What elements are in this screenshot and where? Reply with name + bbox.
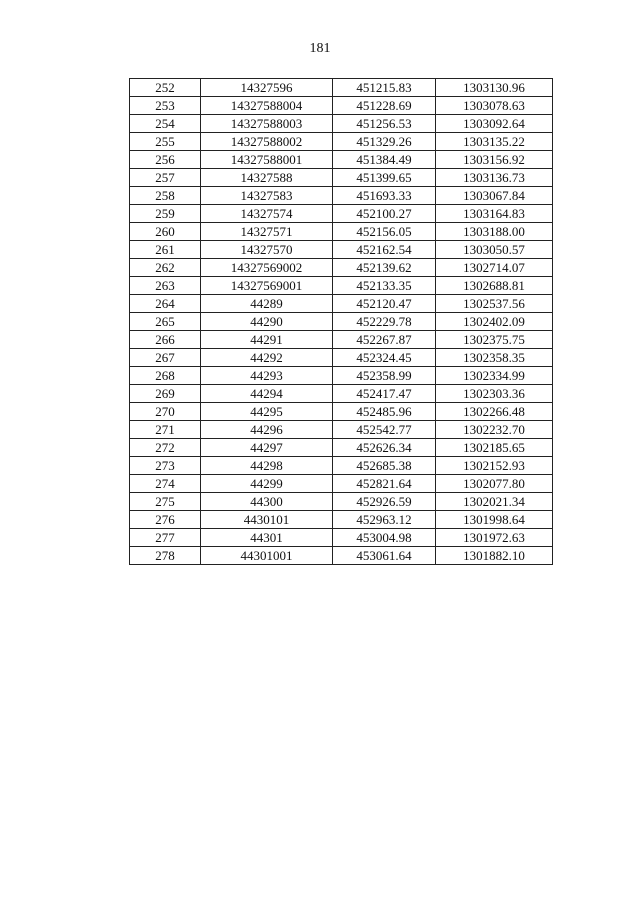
y-coordinate-cell: 1302358.35 bbox=[436, 349, 553, 367]
table-row bbox=[130, 151, 553, 169]
x-coordinate-cell: 452626.34 bbox=[333, 439, 436, 457]
point-number-cell: 265 bbox=[130, 313, 201, 331]
table-row bbox=[130, 385, 553, 403]
point-id-cell: 14327588001 bbox=[201, 151, 333, 169]
point-number-cell: 277 bbox=[130, 529, 201, 547]
y-coordinate-cell: 1302232.70 bbox=[436, 421, 553, 439]
table-row bbox=[130, 97, 553, 115]
table-row bbox=[130, 313, 553, 331]
y-coordinate-cell: 1301972.63 bbox=[436, 529, 553, 547]
point-number-cell: 272 bbox=[130, 439, 201, 457]
point-id-cell: 44299 bbox=[201, 475, 333, 493]
point-number-cell: 252 bbox=[130, 79, 201, 97]
table-row bbox=[130, 187, 553, 205]
table-row bbox=[130, 277, 553, 295]
point-id-cell: 44290 bbox=[201, 313, 333, 331]
y-coordinate-cell: 1303130.96 bbox=[436, 79, 553, 97]
point-id-cell: 44289 bbox=[201, 295, 333, 313]
point-id-cell: 44294 bbox=[201, 385, 333, 403]
point-number-cell: 255 bbox=[130, 133, 201, 151]
point-number-cell: 269 bbox=[130, 385, 201, 403]
x-coordinate-cell: 451384.49 bbox=[333, 151, 436, 169]
point-number-cell: 276 bbox=[130, 511, 201, 529]
x-coordinate-cell: 452139.62 bbox=[333, 259, 436, 277]
point-number-cell: 266 bbox=[130, 331, 201, 349]
x-coordinate-cell: 452963.12 bbox=[333, 511, 436, 529]
table-row bbox=[130, 511, 553, 529]
point-number-cell: 256 bbox=[130, 151, 201, 169]
coordinates-table-body bbox=[130, 79, 553, 565]
x-coordinate-cell: 453061.64 bbox=[333, 547, 436, 565]
y-coordinate-cell: 1302077.80 bbox=[436, 475, 553, 493]
table-row bbox=[130, 403, 553, 421]
point-number-cell: 270 bbox=[130, 403, 201, 421]
point-id-cell: 44298 bbox=[201, 457, 333, 475]
point-id-cell: 44297 bbox=[201, 439, 333, 457]
point-number-cell: 260 bbox=[130, 223, 201, 241]
y-coordinate-cell: 1302021.34 bbox=[436, 493, 553, 511]
point-id-cell: 44291 bbox=[201, 331, 333, 349]
x-coordinate-cell: 452324.45 bbox=[333, 349, 436, 367]
x-coordinate-cell: 452358.99 bbox=[333, 367, 436, 385]
point-number-cell: 264 bbox=[130, 295, 201, 313]
point-number-cell: 254 bbox=[130, 115, 201, 133]
point-id-cell: 14327569001 bbox=[201, 277, 333, 295]
y-coordinate-cell: 1302375.75 bbox=[436, 331, 553, 349]
point-number-cell: 258 bbox=[130, 187, 201, 205]
y-coordinate-cell: 1303092.64 bbox=[436, 115, 553, 133]
x-coordinate-cell: 452267.87 bbox=[333, 331, 436, 349]
table-row bbox=[130, 421, 553, 439]
y-coordinate-cell: 1303136.73 bbox=[436, 169, 553, 187]
table-row bbox=[130, 493, 553, 511]
table-row bbox=[130, 133, 553, 151]
point-id-cell: 14327569002 bbox=[201, 259, 333, 277]
x-coordinate-cell: 452120.47 bbox=[333, 295, 436, 313]
point-id-cell: 44295 bbox=[201, 403, 333, 421]
point-number-cell: 263 bbox=[130, 277, 201, 295]
point-number-cell: 268 bbox=[130, 367, 201, 385]
table-row bbox=[130, 259, 553, 277]
point-number-cell: 261 bbox=[130, 241, 201, 259]
page-number: 181 bbox=[309, 41, 331, 56]
y-coordinate-cell: 1301998.64 bbox=[436, 511, 553, 529]
table-row bbox=[130, 475, 553, 493]
y-coordinate-cell: 1302303.36 bbox=[436, 385, 553, 403]
point-number-cell: 274 bbox=[130, 475, 201, 493]
point-id-cell: 14327583 bbox=[201, 187, 333, 205]
x-coordinate-cell: 451228.69 bbox=[333, 97, 436, 115]
table-row bbox=[130, 529, 553, 547]
x-coordinate-cell: 452417.47 bbox=[333, 385, 436, 403]
x-coordinate-cell: 452156.05 bbox=[333, 223, 436, 241]
table-row bbox=[130, 223, 553, 241]
point-number-cell: 275 bbox=[130, 493, 201, 511]
table-row bbox=[130, 457, 553, 475]
x-coordinate-cell: 452133.35 bbox=[333, 277, 436, 295]
point-id-cell: 4430101 bbox=[201, 511, 333, 529]
y-coordinate-cell: 1303164.83 bbox=[436, 205, 553, 223]
point-number-cell: 271 bbox=[130, 421, 201, 439]
point-id-cell: 14327588003 bbox=[201, 115, 333, 133]
point-number-cell: 262 bbox=[130, 259, 201, 277]
y-coordinate-cell: 1302537.56 bbox=[436, 295, 553, 313]
y-coordinate-cell: 1303156.92 bbox=[436, 151, 553, 169]
y-coordinate-cell: 1302152.93 bbox=[436, 457, 553, 475]
point-id-cell: 44300 bbox=[201, 493, 333, 511]
y-coordinate-cell: 1302688.81 bbox=[436, 277, 553, 295]
table-row bbox=[130, 79, 553, 97]
table-row bbox=[130, 295, 553, 313]
x-coordinate-cell: 452821.64 bbox=[333, 475, 436, 493]
point-number-cell: 267 bbox=[130, 349, 201, 367]
table-row bbox=[130, 547, 553, 565]
x-coordinate-cell: 452229.78 bbox=[333, 313, 436, 331]
table-row bbox=[130, 169, 553, 187]
point-number-cell: 259 bbox=[130, 205, 201, 223]
x-coordinate-cell: 452485.96 bbox=[333, 403, 436, 421]
point-id-cell: 14327574 bbox=[201, 205, 333, 223]
point-id-cell: 14327588004 bbox=[201, 97, 333, 115]
y-coordinate-cell: 1302266.48 bbox=[436, 403, 553, 421]
point-number-cell: 253 bbox=[130, 97, 201, 115]
point-id-cell: 44296 bbox=[201, 421, 333, 439]
x-coordinate-cell: 452685.38 bbox=[333, 457, 436, 475]
point-id-cell: 14327588002 bbox=[201, 133, 333, 151]
table-row bbox=[130, 349, 553, 367]
table-row bbox=[130, 115, 553, 133]
table-row bbox=[130, 331, 553, 349]
point-id-cell: 44292 bbox=[201, 349, 333, 367]
y-coordinate-cell: 1302402.09 bbox=[436, 313, 553, 331]
table-row bbox=[130, 439, 553, 457]
point-id-cell: 14327596 bbox=[201, 79, 333, 97]
y-coordinate-cell: 1303067.84 bbox=[436, 187, 553, 205]
point-id-cell: 14327570 bbox=[201, 241, 333, 259]
x-coordinate-cell: 451693.33 bbox=[333, 187, 436, 205]
point-id-cell: 14327588 bbox=[201, 169, 333, 187]
y-coordinate-cell: 1303050.57 bbox=[436, 241, 553, 259]
point-id-cell: 44301001 bbox=[201, 547, 333, 565]
y-coordinate-cell: 1303135.22 bbox=[436, 133, 553, 151]
y-coordinate-cell: 1303188.00 bbox=[436, 223, 553, 241]
y-coordinate-cell: 1302334.99 bbox=[436, 367, 553, 385]
x-coordinate-cell: 451256.53 bbox=[333, 115, 436, 133]
point-id-cell: 44293 bbox=[201, 367, 333, 385]
coordinates-table bbox=[129, 78, 553, 565]
x-coordinate-cell: 452100.27 bbox=[333, 205, 436, 223]
x-coordinate-cell: 452926.59 bbox=[333, 493, 436, 511]
point-number-cell: 278 bbox=[130, 547, 201, 565]
point-number-cell: 257 bbox=[130, 169, 201, 187]
table-row bbox=[130, 367, 553, 385]
table-row bbox=[130, 241, 553, 259]
x-coordinate-cell: 452162.54 bbox=[333, 241, 436, 259]
y-coordinate-cell: 1302185.65 bbox=[436, 439, 553, 457]
x-coordinate-cell: 451329.26 bbox=[333, 133, 436, 151]
y-coordinate-cell: 1302714.07 bbox=[436, 259, 553, 277]
x-coordinate-cell: 451215.83 bbox=[333, 79, 436, 97]
point-id-cell: 14327571 bbox=[201, 223, 333, 241]
point-number-cell: 273 bbox=[130, 457, 201, 475]
x-coordinate-cell: 452542.77 bbox=[333, 421, 436, 439]
y-coordinate-cell: 1301882.10 bbox=[436, 547, 553, 565]
table-row bbox=[130, 205, 553, 223]
x-coordinate-cell: 451399.65 bbox=[333, 169, 436, 187]
point-id-cell: 44301 bbox=[201, 529, 333, 547]
x-coordinate-cell: 453004.98 bbox=[333, 529, 436, 547]
y-coordinate-cell: 1303078.63 bbox=[436, 97, 553, 115]
